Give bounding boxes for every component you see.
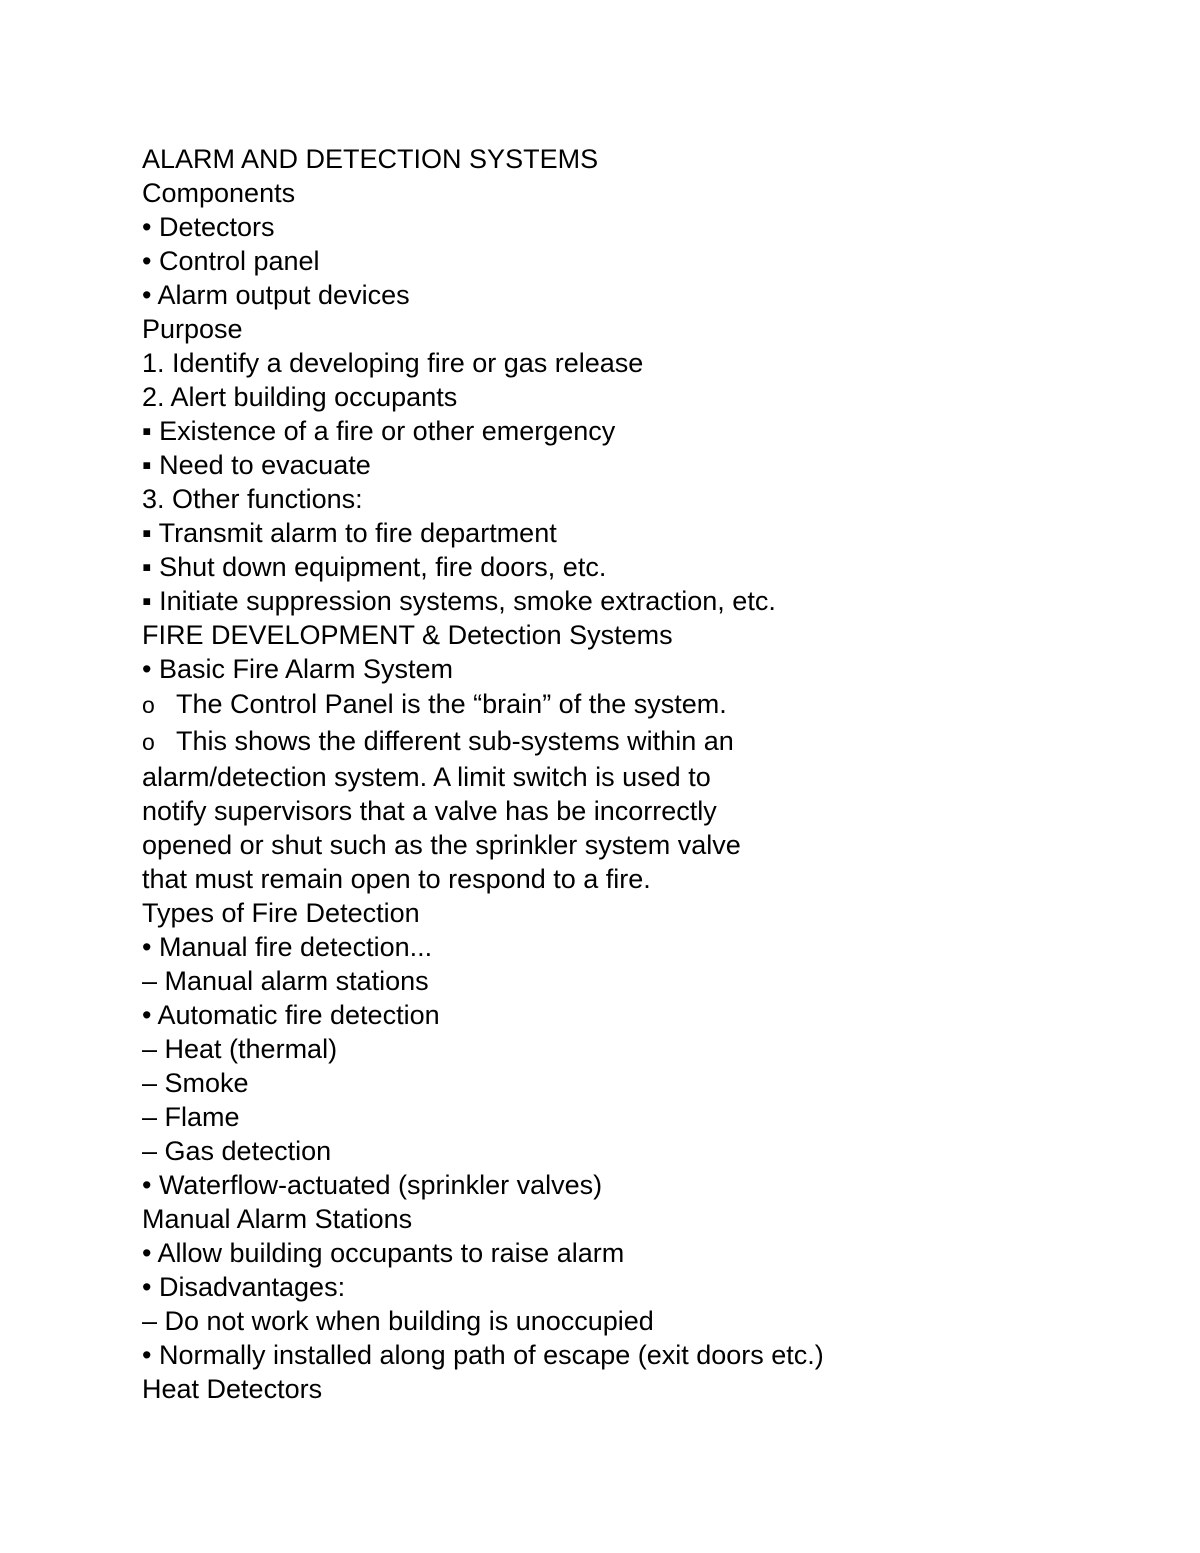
list-item: ▪ Initiate suppression systems, smoke extraction, etc. xyxy=(142,586,776,616)
list-item: – Smoke xyxy=(142,1068,249,1098)
list-item: • Alarm output devices xyxy=(142,280,410,310)
list-item: – Heat (thermal) xyxy=(142,1034,338,1064)
list-item: • Allow building occupants to raise alarm xyxy=(142,1238,625,1268)
numbered-item: 2. Alert building occupants xyxy=(142,382,458,412)
list-item: • Basic Fire Alarm System xyxy=(142,654,454,684)
sub-list-marker: o xyxy=(142,729,155,755)
list-item: – Flame xyxy=(142,1102,240,1132)
document-title: ALARM AND DETECTION SYSTEMS xyxy=(142,144,599,174)
document-body xyxy=(142,142,1062,1406)
sub-list-item xyxy=(142,686,1062,723)
sub-list-item xyxy=(142,723,1062,760)
paragraph-line: that must remain open to respond to a fire. xyxy=(142,864,651,894)
list-item: ▪ Existence of a fire or other emergency xyxy=(142,416,616,446)
paragraph-line: alarm/detection system. A limit switch is used to xyxy=(142,762,711,792)
list-item: ▪ Transmit alarm to fire department xyxy=(142,518,557,548)
section-heading-types: Types of Fire Detection xyxy=(142,898,420,928)
list-item: • Control panel xyxy=(142,246,320,276)
list-item: – Do not work when building is unoccupied xyxy=(142,1306,654,1336)
list-item: • Disadvantages: xyxy=(142,1272,346,1302)
section-heading-fire-development: FIRE DEVELOPMENT & Detection Systems xyxy=(142,620,673,650)
sub-list-text: The Control Panel is the “brain” of the system. xyxy=(176,689,727,719)
section-heading-components: Components xyxy=(142,178,296,208)
list-item: • Detectors xyxy=(142,212,275,242)
numbered-item: 3. Other functions: xyxy=(142,484,363,514)
list-item: • Manual fire detection... xyxy=(142,932,433,962)
list-item: – Gas detection xyxy=(142,1136,332,1166)
section-heading-heat-detectors: Heat Detectors xyxy=(142,1374,323,1404)
section-heading-manual-alarm: Manual Alarm Stations xyxy=(142,1204,413,1234)
list-item: – Manual alarm stations xyxy=(142,966,429,996)
list-item: ▪ Need to evacuate xyxy=(142,450,371,480)
sub-list-marker: o xyxy=(142,692,155,718)
paragraph-line: notify supervisors that a valve has be incorrectly xyxy=(142,796,717,826)
list-item: ▪ Shut down equipment, fire doors, etc. xyxy=(142,552,607,582)
paragraph-line: opened or shut such as the sprinkler system valve xyxy=(142,830,741,860)
list-item: • Normally installed along path of escape (exit doors etc.) xyxy=(142,1340,824,1370)
list-item: • Automatic fire detection xyxy=(142,1000,440,1030)
section-heading-purpose: Purpose xyxy=(142,314,243,344)
numbered-item: 1. Identify a developing fire or gas release xyxy=(142,348,644,378)
list-item: • Waterflow-actuated (sprinkler valves) xyxy=(142,1170,603,1200)
sub-list-text: This shows the different sub-systems within an xyxy=(176,726,734,756)
